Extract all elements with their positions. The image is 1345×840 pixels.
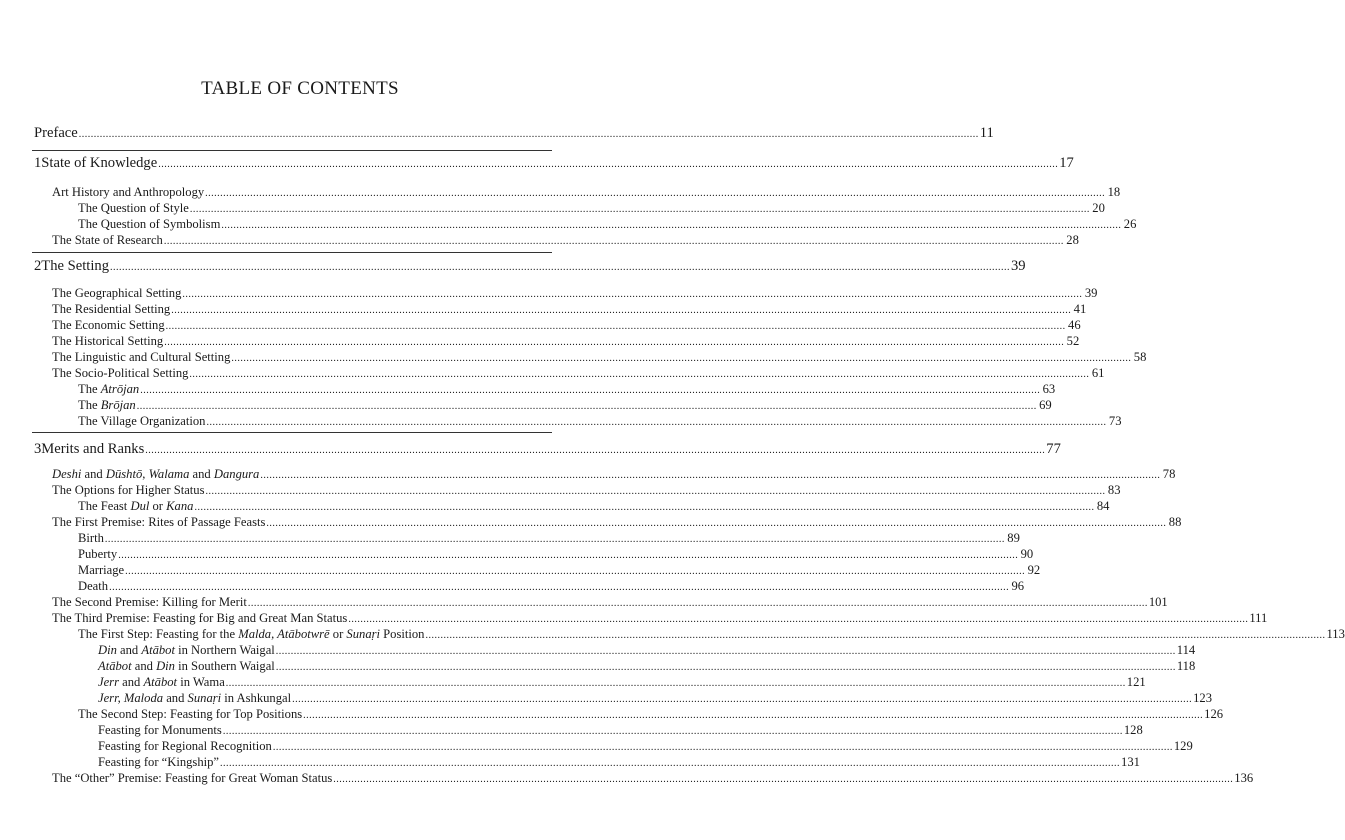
page-number: 92 xyxy=(1027,563,1041,577)
leader-dots: ............................................................................................................................................................................................................................................................................................................ xyxy=(231,353,1132,364)
chapter-number: 3 xyxy=(34,441,42,457)
toc-entry-label: Birth xyxy=(78,531,104,545)
page-number: 69 xyxy=(1039,398,1052,412)
page-number: 88 xyxy=(1168,515,1182,529)
divider xyxy=(32,252,552,253)
leader-dots: ............................................................................................................................................................................................................................................................................................................ xyxy=(260,470,1161,481)
toc-entry-label: Feasting for Monuments xyxy=(98,723,222,737)
leader-dots: ............................................................................................................................................................................................................................................................................................................ xyxy=(205,486,1106,497)
chapter-number: 1 xyxy=(34,155,42,171)
page-number: 113 xyxy=(1326,627,1345,641)
toc-entry xyxy=(34,124,994,144)
leader-dots: ............................................................................................................................................................................................................................................................................................................ xyxy=(272,742,1173,753)
toc-entry-label: Death xyxy=(78,579,109,593)
toc-entry xyxy=(34,154,1074,174)
toc-entry xyxy=(52,770,1254,788)
page-number: 84 xyxy=(1096,499,1110,513)
page-number: 46 xyxy=(1068,318,1081,332)
toc-entry-label: Marriage xyxy=(78,563,125,577)
toc-entry-label: The Feast Dul or Kana xyxy=(78,499,194,513)
leader-dots: ............................................................................................................................................................................................................................................................................................................ xyxy=(333,774,1234,785)
page-number: 18 xyxy=(1107,185,1121,199)
leader-dots: ............................................................................................................................................................................................................................................................................................................ xyxy=(125,566,1026,577)
toc-entry-label: Atābot and Din in Southern Waigal xyxy=(98,659,275,673)
leader-dots: ............................................................................................................................................................................................................................................................................................................ xyxy=(189,204,1090,215)
page-number: 41 xyxy=(1073,302,1087,316)
leader-dots: ............................................................................................................................................................................................................................................................................................................ xyxy=(171,305,1072,316)
leader-dots: ............................................................................................................................................................................................................................................................................................................ xyxy=(104,534,1005,545)
toc-entry-label: Jerr, Maloda and Sunaṛi in Ashkungal xyxy=(98,691,292,705)
toc-entry xyxy=(52,232,1079,250)
page-number: 90 xyxy=(1020,547,1034,561)
page-number: 101 xyxy=(1148,595,1168,609)
toc-entry-label: The Second Premise: Killing for Merit xyxy=(52,595,247,609)
leader-dots: ............................................................................................................................................................................................................................................................................................................ xyxy=(225,678,1126,689)
leader-dots: ............................................................................................................................................................................................................................................................................................................ xyxy=(110,262,1010,273)
leader-dots: ............................................................................................................................................................................................................................................................................................................ xyxy=(348,614,1249,625)
toc-entry-label: The Residential Setting xyxy=(52,302,171,316)
toc-entry-label: The First Step: Feasting for the Malda, Atābotwrē or Sunaṛi Position xyxy=(78,627,425,641)
leader-dots: ............................................................................................................................................................................................................................................................................................................ xyxy=(78,129,979,140)
toc-entry-label: Feasting for “Kingship” xyxy=(98,755,220,769)
leader-dots: ............................................................................................................................................................................................................................................................................................................ xyxy=(164,337,1065,348)
page-number: 17 xyxy=(1059,155,1074,171)
toc-entry-label: Feasting for Regional Recognition xyxy=(98,739,272,753)
leader-dots: ............................................................................................................................................................................................................................................................................................................ xyxy=(194,502,1095,513)
toc-entry-label: The State of Research xyxy=(52,233,163,247)
page-number: 63 xyxy=(1042,382,1056,396)
toc-entry-label: The Third Premise: Feasting for Big and Great Man Status xyxy=(52,611,348,625)
page-number: 39 xyxy=(1011,258,1026,274)
leader-dots: ............................................................................................................................................................................................................................................................................................................ xyxy=(425,630,1326,641)
toc-entry xyxy=(78,413,1122,431)
leader-dots: ............................................................................................................................................................................................................................................................................................................ xyxy=(118,550,1019,561)
leader-dots: ............................................................................................................................................................................................................................................................................................................ xyxy=(158,159,1059,170)
leader-dots: ............................................................................................................................................................................................................................................................................................................ xyxy=(266,518,1167,529)
toc-entry-label: The Linguistic and Cultural Setting xyxy=(52,350,231,364)
page-number: 131 xyxy=(1121,755,1140,769)
toc-entry-label: The “Other” Premise: Feasting for Great Woman Status xyxy=(52,771,333,785)
leader-dots: ............................................................................................................................................................................................................................................................................................................ xyxy=(140,385,1041,396)
toc-entry-label: The Atrōjan xyxy=(78,382,140,396)
toc-entry-label: The Economic Setting xyxy=(52,318,165,332)
leader-dots: ............................................................................................................................................................................................................................................................................................................ xyxy=(275,662,1176,673)
leader-dots: ............................................................................................................................................................................................................................................................................................................ xyxy=(206,417,1107,428)
toc-entry-label: The Second Step: Feasting for Top Positions xyxy=(78,707,303,721)
toc-entry xyxy=(34,440,1061,460)
page-number: 11 xyxy=(979,125,994,141)
leader-dots: ............................................................................................................................................................................................................................................................................................................ xyxy=(220,758,1121,769)
toc-entry-label: The Brōjan xyxy=(78,398,136,412)
page-number: 28 xyxy=(1066,233,1079,247)
toc-entry-label: Puberty xyxy=(78,547,118,561)
leader-dots: ............................................................................................................................................................................................................................................................................................................ xyxy=(221,220,1122,231)
divider xyxy=(32,150,552,151)
divider xyxy=(32,432,552,433)
leader-dots: ............................................................................................................................................................................................................................................................................................................ xyxy=(165,321,1066,332)
page-number: 121 xyxy=(1126,675,1146,689)
toc-entry-label: Merits and Ranks xyxy=(41,441,145,457)
toc-entry-label: The Options for Higher Status xyxy=(52,483,205,497)
page-number: 128 xyxy=(1123,723,1143,737)
page-number: 26 xyxy=(1123,217,1137,231)
leader-dots: ............................................................................................................................................................................................................................................................................................................ xyxy=(136,401,1037,412)
page-number: 89 xyxy=(1007,531,1020,545)
leader-dots: ............................................................................................................................................................................................................................................................................................................ xyxy=(303,710,1204,721)
page-number: 118 xyxy=(1176,659,1196,673)
toc-entry-label: The Socio-Political Setting xyxy=(52,366,189,380)
toc-entry-label: Jerr and Atābot in Wama xyxy=(98,675,225,689)
page-number: 61 xyxy=(1091,366,1105,380)
page-number: 52 xyxy=(1066,334,1080,348)
page-number: 136 xyxy=(1234,771,1254,785)
toc-entry-label: The Geographical Setting xyxy=(52,286,182,300)
chapter-number: 2 xyxy=(34,258,42,274)
leader-dots: ............................................................................................................................................................................................................................................................................................................ xyxy=(275,646,1176,657)
page-number: 123 xyxy=(1193,691,1212,705)
leader-dots: ............................................................................................................................................................................................................................................................................................................ xyxy=(205,188,1106,199)
page-number: 111 xyxy=(1249,611,1268,625)
page-number: 77 xyxy=(1046,441,1061,457)
toc-entry-label: Din and Atābot in Northern Waigal xyxy=(98,643,275,657)
page-number: 58 xyxy=(1133,350,1147,364)
leader-dots: ............................................................................................................................................................................................................................................................................................................ xyxy=(182,289,1083,300)
toc-entry-label: Preface xyxy=(34,125,78,141)
toc-entry-label: The Historical Setting xyxy=(52,334,164,348)
toc-entry-label: The Question of Symbolism xyxy=(78,217,221,231)
toc-entry-label: The Question of Style xyxy=(78,201,189,215)
page-number: 39 xyxy=(1084,286,1098,300)
leader-dots: ............................................................................................................................................................................................................................................................................................................ xyxy=(222,726,1123,737)
page-number: 96 xyxy=(1011,579,1025,593)
page-title: TABLE OF CONTENTS xyxy=(201,78,399,99)
page-number: 73 xyxy=(1108,414,1122,428)
page-number: 114 xyxy=(1176,643,1196,657)
page-number: 78 xyxy=(1162,467,1176,481)
page-number: 20 xyxy=(1092,201,1105,215)
page-number: 126 xyxy=(1204,707,1224,721)
page-number: 83 xyxy=(1107,483,1121,497)
leader-dots: ............................................................................................................................................................................................................................................................................................................ xyxy=(292,694,1193,705)
leader-dots: ............................................................................................................................................................................................................................................................................................................ xyxy=(145,445,1046,456)
leader-dots: ............................................................................................................................................................................................................................................................................................................ xyxy=(163,236,1064,247)
toc-entry-label: The First Premise: Rites of Passage Feasts xyxy=(52,515,266,529)
toc-entry-label: The Setting xyxy=(41,258,109,274)
leader-dots: ............................................................................................................................................................................................................................................................................................................ xyxy=(189,369,1090,380)
toc-entry xyxy=(34,257,1026,277)
leader-dots: ............................................................................................................................................................................................................................................................................................................ xyxy=(247,598,1148,609)
toc-entry-label: Art History and Anthropology xyxy=(52,185,205,199)
toc-entry-label: Deshi and Dūshtō, Walama and Dangura xyxy=(52,467,260,481)
page-number: 129 xyxy=(1173,739,1193,753)
toc-entry-label: The Village Organization xyxy=(78,414,206,428)
leader-dots: ............................................................................................................................................................................................................................................................................................................ xyxy=(109,582,1010,593)
toc-entry-label: State of Knowledge xyxy=(41,155,158,171)
